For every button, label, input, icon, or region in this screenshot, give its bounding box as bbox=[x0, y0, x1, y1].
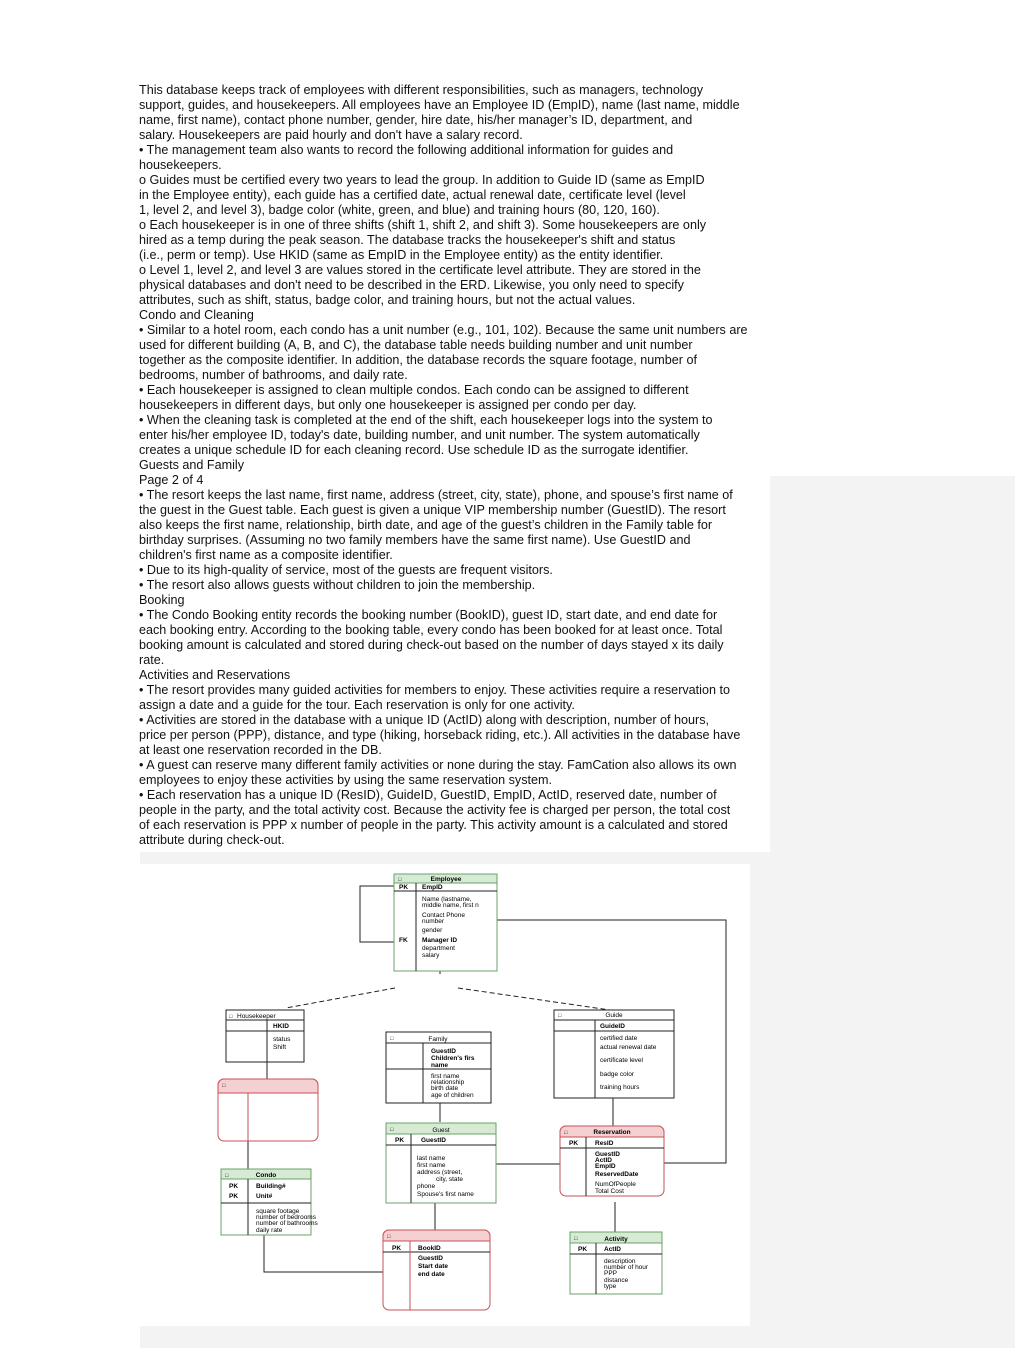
collapse-icon: □ bbox=[387, 1234, 391, 1240]
guide-entity bbox=[554, 1010, 674, 1098]
housekeeper-pk-attr: HKID bbox=[273, 1023, 289, 1030]
housekeeper-attr: status bbox=[273, 1036, 291, 1043]
erd-diagram bbox=[140, 864, 750, 1326]
booking-pk-label: PK bbox=[392, 1245, 402, 1252]
family-attr: relationship bbox=[431, 1079, 465, 1086]
family-title: Family bbox=[428, 1036, 448, 1043]
guide-pk-attr: GuideID bbox=[600, 1023, 625, 1030]
guide-attr: badge color bbox=[600, 1071, 634, 1078]
activity-entity bbox=[570, 1232, 662, 1294]
guest-attr: city, state bbox=[436, 1176, 463, 1183]
guest-attr: first name bbox=[417, 1162, 446, 1169]
text-line: each booking entry. According to the booking table, every condo has been booked for at least once. Total bbox=[139, 623, 723, 637]
text-line: hired as a temp during the peak season. The database tracks the housekeeper's shift and status bbox=[139, 233, 676, 247]
text-line: Page 2 of 4 bbox=[139, 473, 204, 487]
text-line: name, first name), contact phone number, gender, hire date, his/her manager’s ID, department, and bbox=[139, 113, 693, 127]
text-line: o Guides must be certified every two years to lead the group. In addition to Guide ID (same as EmpID bbox=[139, 173, 705, 187]
text-line: housekeepers. bbox=[139, 158, 222, 172]
employee-box bbox=[394, 874, 497, 971]
family-attr: first name bbox=[431, 1073, 460, 1080]
condo-pk-attr: Unit# bbox=[256, 1193, 273, 1200]
reservation-entity bbox=[560, 1126, 664, 1196]
condo-attr: number of bathrooms bbox=[256, 1220, 318, 1227]
booking-entity bbox=[383, 1230, 490, 1310]
text-line: attributes, such as shift, status, badge color, and training hours, but not the actual values. bbox=[139, 293, 636, 307]
text-line: • The Condo Booking entity records the booking number (BookID), guest ID, start date, and end date for bbox=[139, 608, 718, 622]
booking-key-attr: GuestID bbox=[418, 1255, 443, 1262]
family-key-attr: name bbox=[431, 1062, 448, 1069]
text-line: children's first name as a composite identifier. bbox=[139, 548, 393, 562]
employee-attr: Name (lastname, bbox=[422, 896, 472, 903]
text-line: in the Employee entity), each guide has a certified date, actual renewal date, certificate level (level bbox=[139, 188, 686, 202]
guest-attr: address (street, bbox=[417, 1169, 463, 1176]
text-line: used for different building (A, B, and C), the database table needs building number and unit number bbox=[139, 338, 693, 352]
text-line: • The management team also wants to record the following additional information for guides and bbox=[139, 143, 674, 157]
text-line: assign a date and a guide for the tour. Each reservation is only for one activity. bbox=[139, 698, 575, 712]
employee-fk-attr: Manager ID bbox=[422, 937, 458, 944]
activity-title: Activity bbox=[604, 1236, 628, 1243]
reservation-attr: NumOfPeople bbox=[595, 1181, 636, 1188]
text-line: attribute during check-out. bbox=[139, 833, 285, 847]
guide-attr: training hours bbox=[600, 1084, 640, 1091]
assignment-text bbox=[139, 83, 779, 848]
text-line: Guests and Family bbox=[139, 458, 244, 472]
collapse-icon: □ bbox=[229, 1014, 233, 1020]
family-key-attr: GuestID bbox=[431, 1048, 456, 1055]
reservation-key-attr: ReservedDate bbox=[595, 1171, 639, 1178]
booking-key-attr: end date bbox=[418, 1271, 445, 1278]
condo-booking-line bbox=[264, 1235, 383, 1272]
employee-pk-label: PK bbox=[399, 884, 409, 891]
activity-attr: number of hour bbox=[604, 1264, 649, 1271]
text-line: • When the cleaning task is completed at the end of the shift, each housekeeper logs into the system to bbox=[139, 413, 713, 427]
text-line: rate. bbox=[139, 653, 165, 667]
reservation-pk-attr: ResID bbox=[595, 1140, 614, 1147]
booking-header bbox=[383, 1230, 490, 1241]
booking-key-attr: Start date bbox=[418, 1263, 448, 1270]
guest-title: Guest bbox=[432, 1127, 450, 1134]
text-line: bedrooms, number of bathrooms, and daily rate. bbox=[139, 368, 408, 382]
condo-entity bbox=[221, 1169, 319, 1235]
condo-attr: square footage bbox=[256, 1208, 300, 1215]
condo-title: Condo bbox=[255, 1172, 277, 1179]
guest-attr: Spouse's first name bbox=[417, 1191, 474, 1198]
text-line: birthday surprises. (Assuming no two family members have the same first name). Use GuestID and bbox=[139, 533, 691, 547]
subtype-line-guide bbox=[458, 988, 610, 1010]
guide-attr: actual renewal date bbox=[600, 1044, 657, 1051]
reservation-attr: Total Cost bbox=[595, 1188, 624, 1195]
activity-attr: distance bbox=[604, 1277, 629, 1284]
housekeeper-title: Housekeeper bbox=[237, 1013, 276, 1020]
employee-fk-label: FK bbox=[399, 937, 408, 944]
family-attr: birth date bbox=[431, 1085, 459, 1092]
text-line: housekeepers in different days, but only one housekeeper is assigned per condo per day. bbox=[139, 398, 637, 412]
text-line: • Similar to a hotel room, each condo has a unit number (e.g., 101, 102). Because the same unit numbers are bbox=[139, 323, 748, 337]
activity-attr: PPP bbox=[604, 1270, 618, 1277]
condo-attr: number of bedrooms bbox=[256, 1214, 316, 1221]
self-relationship-line bbox=[360, 886, 394, 942]
erd-svg bbox=[140, 864, 750, 1326]
housekeeper-attr: Shift bbox=[273, 1044, 287, 1051]
text-line: price per person (PPP), distance, and type (hiking, horseback riding, etc.). All activities in the database have bbox=[139, 728, 741, 742]
collapse-icon: □ bbox=[558, 1013, 562, 1019]
employee-pk-attr: EmpID bbox=[422, 884, 443, 891]
condo-pk-attr: Building# bbox=[256, 1183, 286, 1190]
subtype-line-housekeeper bbox=[286, 988, 395, 1008]
activity-attr: description bbox=[604, 1258, 636, 1265]
guest-entity bbox=[386, 1123, 496, 1203]
guest-pk-label: PK bbox=[395, 1137, 405, 1144]
gray-background-panel bbox=[770, 476, 1015, 1348]
text-line: booking amount is calculated and stored during check-out based on the number of days stayed x its daily bbox=[139, 638, 724, 652]
text-line: • A guest can reserve many different family activities or none during the stay. FamCation also allows its own bbox=[139, 758, 737, 772]
text-line: enter his/her employee ID, today's date, building number, and unit number. The system automatically bbox=[139, 428, 700, 442]
employee-attr: department bbox=[422, 945, 455, 952]
condo-pk-label: PK bbox=[229, 1183, 239, 1190]
booking-box bbox=[383, 1230, 490, 1310]
text-line: physical databases and don't need to be described in the ERD. Likewise, you only need to specify bbox=[139, 278, 684, 292]
text-line: salary. Housekeepers are paid hourly and don't have a salary record. bbox=[139, 128, 523, 142]
reservation-pk-label: PK bbox=[569, 1140, 579, 1147]
text-line: Condo and Cleaning bbox=[139, 308, 254, 322]
activity-pk-attr: ActID bbox=[604, 1246, 621, 1253]
text-line: at least one reservation recorded in the DB. bbox=[139, 743, 382, 757]
activity-attr: type bbox=[604, 1283, 617, 1290]
employee-attr: gender bbox=[422, 927, 443, 934]
guest-attr: phone bbox=[417, 1183, 436, 1190]
text-line: employees to enjoy these activities by using the same reservation system. bbox=[139, 773, 552, 787]
text-line: together as the composite identifier. In addition, the database records the square footage, number of bbox=[139, 353, 697, 367]
text-line: people in the party, and the total activity cost. Because the activity fee is charged per person, the total cost bbox=[139, 803, 731, 817]
text-line: o Each housekeeper is in one of three shifts (shift 1, shift 2, and shift 3). Some housekeepers are only bbox=[139, 218, 707, 232]
guide-attr: certified date bbox=[600, 1035, 638, 1042]
collapse-icon: □ bbox=[574, 1236, 578, 1242]
family-entity bbox=[386, 1032, 491, 1103]
condo-attr: daily rate bbox=[256, 1227, 283, 1234]
collapse-icon: □ bbox=[398, 877, 402, 883]
text-line: This database keeps track of employees with different responsibilities, such as managers, technology bbox=[139, 83, 703, 97]
employee-attr: number bbox=[422, 918, 445, 925]
text-line: also keeps the first name, relationship, birth date, and age of the guest’s children in the Family table for bbox=[139, 518, 713, 532]
text-line: • Each housekeeper is assigned to clean multiple condos. Each condo can be assigned to different bbox=[139, 383, 689, 397]
guest-attr: last name bbox=[417, 1155, 446, 1162]
text-line: the guest in the Guest table. Each guest is given a unique VIP membership number (GuestID). The resort bbox=[139, 503, 726, 517]
activity-pk-label: PK bbox=[578, 1246, 588, 1253]
guide-attr: certificate level bbox=[600, 1057, 643, 1064]
text-line: of each reservation is PPP x number of people in the party. This activity amount is a calculated and stored bbox=[139, 818, 728, 832]
text-line: • Due to its high-quality of service, most of the guests are frequent visitors. bbox=[139, 563, 553, 577]
collapse-icon: □ bbox=[390, 1036, 394, 1042]
text-line: o Level 1, level 2, and level 3 are values stored in the certificate level attribute. They are stored in the bbox=[139, 263, 701, 277]
text-line: creates a unique schedule ID for each cleaning record. Use schedule ID as the surrogate identifier. bbox=[139, 443, 689, 457]
cleaning-entity bbox=[218, 1079, 318, 1141]
guest-pk-attr: GuestID bbox=[421, 1137, 446, 1144]
employee-attr: Contact Phone bbox=[422, 912, 466, 919]
reservation-key-attr: GuestID bbox=[595, 1151, 620, 1158]
employee-attr: salary bbox=[422, 952, 440, 959]
condo-pk-label: PK bbox=[229, 1193, 239, 1200]
reservation-key-attr: ActID bbox=[595, 1157, 612, 1164]
family-attr: age of children bbox=[431, 1092, 474, 1099]
family-key-attr: Children's firs bbox=[431, 1055, 475, 1062]
text-line: • The resort keeps the last name, first name, address (street, city, state), phone, and spouse’s first name of bbox=[139, 488, 733, 502]
text-line: • Each reservation has a unique ID (ResID), GuideID, GuestID, EmpID, ActID, reserved date, number of bbox=[139, 788, 717, 802]
text-line: support, guides, and housekeepers. All employees have an Employee ID (EmpID), name (last name, middle bbox=[139, 98, 740, 112]
booking-pk-attr: BookID bbox=[418, 1245, 441, 1252]
guide-title: Guide bbox=[605, 1012, 623, 1019]
text-line: Activities and Reservations bbox=[139, 668, 291, 682]
housekeeper-entity bbox=[226, 1010, 304, 1062]
reservation-title: Reservation bbox=[593, 1129, 631, 1136]
employee-attr: middle name, first n bbox=[422, 902, 479, 909]
text-line: • The resort provides many guided activities for members to enjoy. These activities require a reservation to bbox=[139, 683, 730, 697]
employee-entity bbox=[394, 874, 497, 971]
text-line: • The resort also allows guests without children to join the membership. bbox=[139, 578, 536, 592]
text-line: • Activities are stored in the database with a unique ID (ActID) along with description, number of hours, bbox=[139, 713, 710, 727]
cleaning-header bbox=[218, 1079, 318, 1093]
reservation-key-attr: EmpID bbox=[595, 1163, 616, 1170]
text-line: Booking bbox=[139, 593, 185, 607]
collapse-icon: □ bbox=[225, 1173, 229, 1179]
collapse-icon: □ bbox=[390, 1127, 394, 1133]
collapse-icon: □ bbox=[564, 1130, 568, 1136]
text-line: (i.e., perm or temp). Use HKID (same as EmpID in the Employee entity) as the entity identifier. bbox=[139, 248, 664, 262]
collapse-icon: □ bbox=[222, 1083, 226, 1089]
text-line: 1, level 2, and level 3), badge color (white, green, and blue) and training hours (80, 120, 160). bbox=[139, 203, 660, 217]
employee-title: Employee bbox=[430, 876, 462, 883]
